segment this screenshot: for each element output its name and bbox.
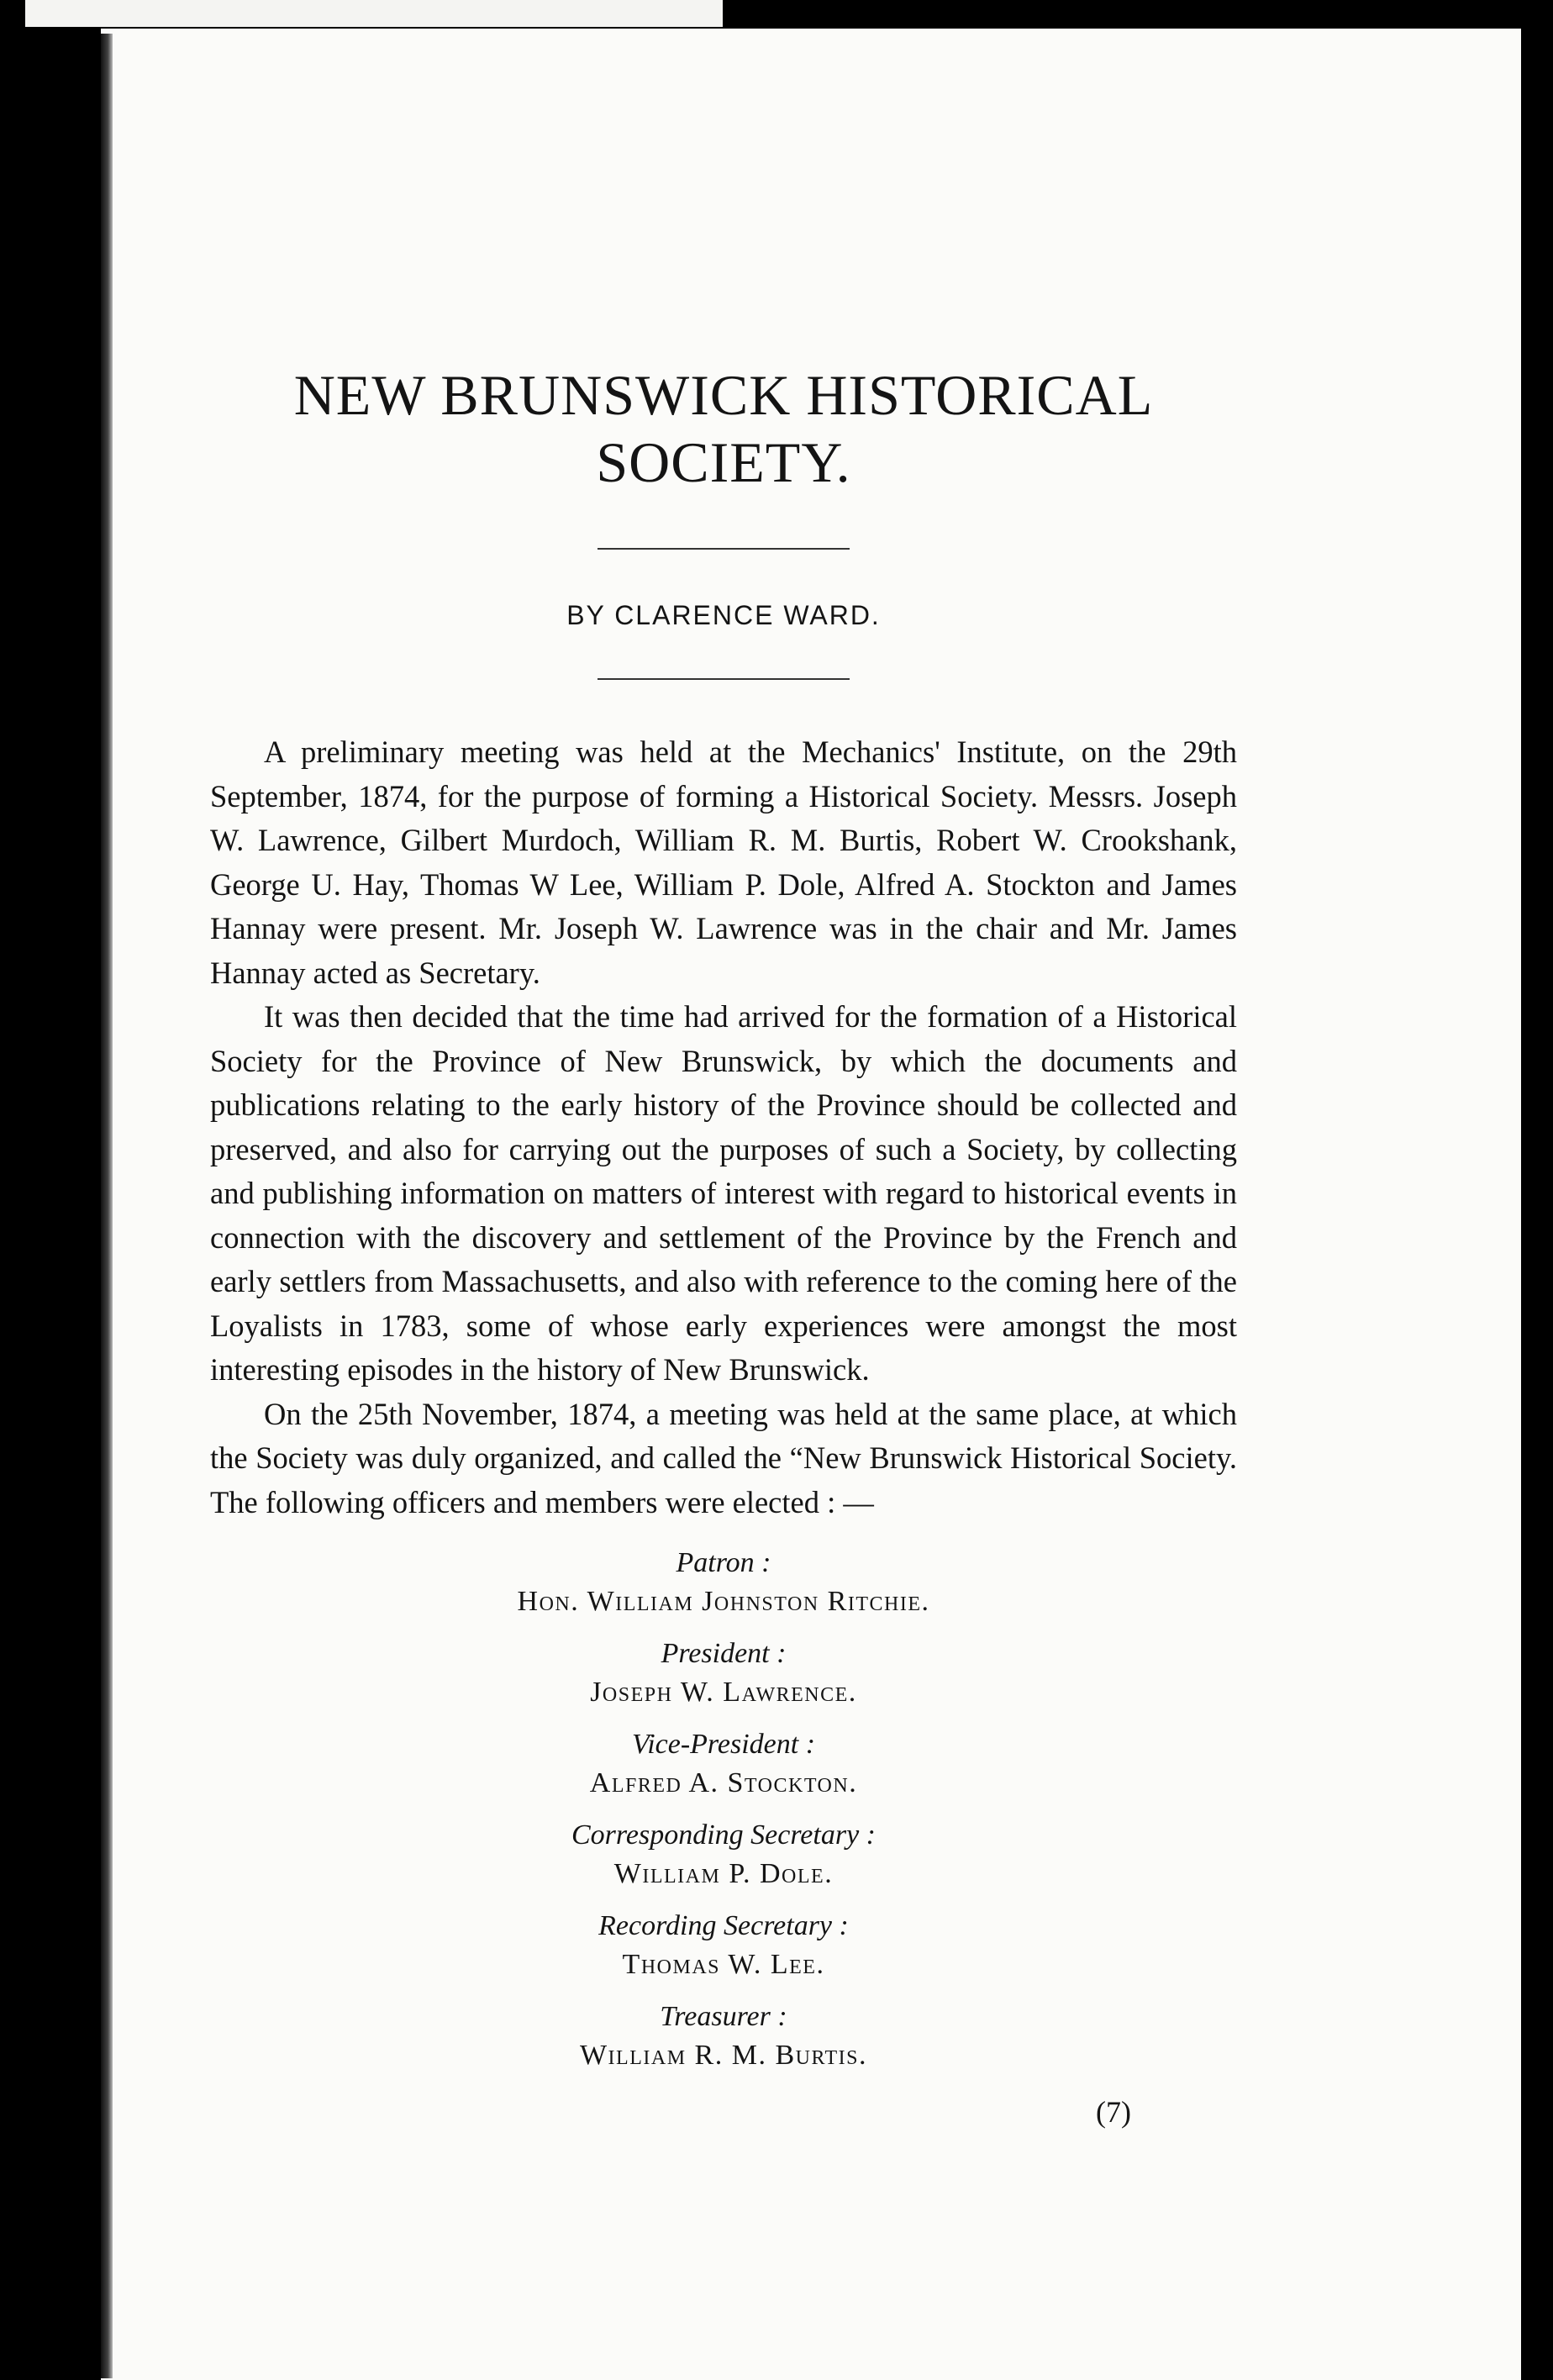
scan-top-margin [25,0,723,27]
officer-entry [210,1817,1237,1894]
officer-name: Thomas W. Lee. [622,1949,825,1980]
byline-divider [598,678,850,680]
article-title: NEW BRUNSWICK HISTORICAL SOCIETY. [293,363,1154,494]
article-body [210,730,1237,1524]
title-divider [598,548,850,550]
officer-entry [210,1726,1237,1803]
paragraph: On the 25th November, 1874, a meeting was held at the same place, at which the Society was duly organized, and called the “New Brunswick Historical Society. The following officers and members were elected : — [210,1396,1237,1519]
officer-name: William R. M. Burtis. [579,2040,868,2071]
officer-name: Alfred A. Stockton. [589,1767,858,1798]
scan-right-border [1521,0,1553,2380]
officer-entry [210,1908,1237,1985]
officer-entry [210,1545,1237,1622]
article [210,361,1237,2076]
officer-name: William P. Dole. [613,1858,834,1889]
officer-entry [210,1635,1237,1713]
officers-list [210,1545,1237,2076]
article-byline: BY CLARENCE WARD. [566,600,881,630]
officer-role: President : [661,1638,787,1669]
paragraph: A preliminary meeting was held at the Mechanics' Institute, on the 29th September, 1874, for the purpose of forming a Historical Society. Messrs. Joseph W. Lawrence, Gilbert Murdoch, William R. M. Burtis, Robert W. Crookshank, George U. Hay, Thomas W Lee, William P. Dole, Alfred A. Stockton and James Hannay were present. Mr. Joseph W. Lawrence was in the chair and Mr. James Hannay acted as Secretary. [210,735,1237,990]
officer-name: Hon. William Johnston Ritchie. [517,1586,930,1617]
officer-role: Recording Secretary : [598,1910,849,1941]
officer-role: Vice-President : [631,1729,816,1760]
officer-role: Treasurer : [660,2001,787,2032]
paragraph: It was then decided that the time had arrived for the formation of a Historical Society for the Province of New Brunswick, by which the documents and publications relating to the early history of the Province should be collected and preserved, and also for carrying out the purposes of such a Society, by collecting and publishing information on matters of interest with regard to historical events in connection with the discovery and settlement of the Province by the French and early settlers from Massachusetts, and also with reference to the coming here of the Loyalists in 1783, some of whose early experiences were amongst the most interesting episodes in the history of New Brunswick. [210,999,1237,1387]
officer-role: Corresponding Secretary : [571,1819,876,1851]
officer-role: Patron : [676,1547,771,1578]
page-binding-edge [101,34,113,2378]
page-number: (7) [1096,2095,1131,2129]
officer-entry [210,1998,1237,2076]
officer-name: Joseph W. Lawrence. [590,1677,857,1708]
